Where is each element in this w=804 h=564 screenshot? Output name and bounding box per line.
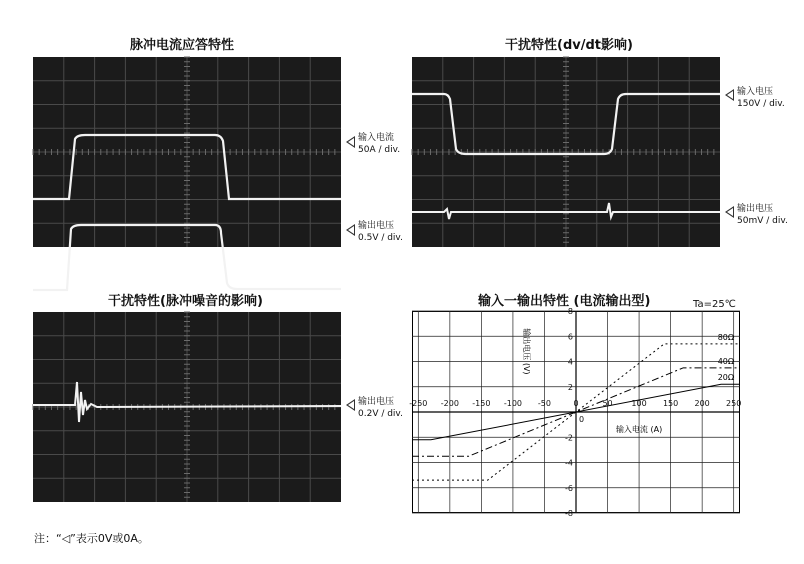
noise-ch1-label: 输出电压 0.2V / div.	[358, 397, 403, 419]
y-tick-label: -4	[565, 458, 573, 468]
pulse-ch2-label: 输出电压 0.5V / div.	[358, 221, 403, 243]
x-tick-label: 100	[631, 399, 647, 408]
x-tick-label: -100	[503, 399, 523, 408]
io-chart-svg	[409, 307, 742, 518]
y-tick-label: 0	[579, 415, 585, 424]
y-axis-title: 输出电压 (V)	[522, 328, 531, 375]
zero-marker-icon	[725, 89, 734, 101]
scope-noise	[33, 312, 341, 502]
y-tick-label: -2	[565, 433, 573, 443]
x-tick-label: 200	[694, 399, 710, 408]
zero-marker-icon	[346, 136, 355, 148]
x-tick-label: 250	[726, 399, 742, 408]
y-tick-label: -8	[565, 509, 573, 518]
y-tick-label: 4	[567, 357, 573, 367]
zero-marker-icon	[725, 206, 734, 218]
y-tick-label: 6	[567, 332, 573, 342]
series-label: 80Ω	[717, 332, 734, 342]
noise-title: 干扰特性(脉冲噪音的影响)	[108, 294, 263, 309]
x-axis-title: 输入电流 (A)	[615, 425, 663, 435]
scope-pulse	[33, 57, 341, 247]
scope-pulse-screen	[33, 57, 341, 247]
x-tick-label: 50	[602, 399, 613, 408]
y-tick-label: -6	[565, 483, 573, 493]
zero-marker-icon	[346, 399, 355, 411]
x-tick-label: -250	[409, 399, 428, 408]
dvdt-ch1-label: 输入电压 150V / div.	[737, 87, 785, 109]
zero-marker-icon	[346, 224, 355, 236]
x-tick-label: 150	[662, 399, 679, 408]
io-title: 输入一输出特性 (电流输出型)	[478, 294, 651, 309]
x-tick-label: 0	[573, 399, 579, 408]
x-tick-label: -50	[537, 399, 552, 408]
dvdt-title: 干扰特性(dv/dt影响)	[505, 38, 633, 53]
io-chart	[409, 307, 742, 518]
x-tick-label: -200	[440, 399, 459, 408]
dvdt-ch2-label: 输出电压 50mV / div.	[737, 204, 788, 226]
scope-grid	[33, 57, 341, 247]
x-tick-label: -150	[472, 399, 491, 408]
y-tick-label: 8	[567, 307, 573, 316]
series-label: 20Ω	[717, 373, 734, 383]
scope-dvdt	[412, 57, 720, 247]
pulse-ch1-label: 输入电流 50A / div.	[358, 133, 401, 155]
pulse-title: 脉冲电流应答特性	[130, 38, 235, 53]
scope-dvdt-screen	[412, 57, 720, 247]
series-label: 40Ω	[717, 356, 734, 366]
y-tick-label: 2	[567, 382, 573, 392]
scope-noise-screen	[33, 312, 341, 502]
temperature-label: Ta=25℃	[693, 299, 736, 310]
footnote: 注：“◁”表示0V或0A。	[34, 532, 149, 545]
